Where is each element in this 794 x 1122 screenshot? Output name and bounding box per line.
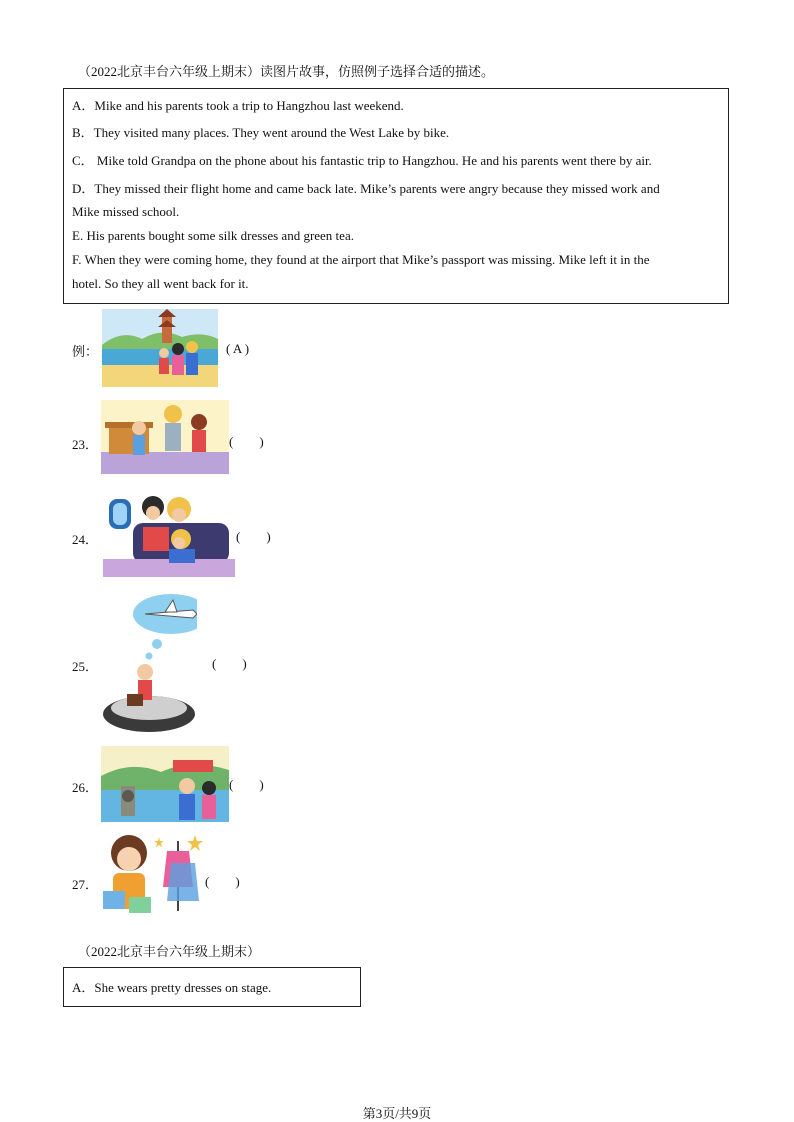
example-picture-west-lake [102, 309, 218, 387]
option-f-continued: hotel. So they all went back for it. [72, 276, 249, 291]
page-number: 第3页/共9页 [362, 1106, 432, 1121]
question-25-answer[interactable]: ( ) [212, 656, 247, 671]
question-24-answer[interactable]: ( ) [236, 529, 271, 544]
question-27-label: 27． [72, 877, 99, 892]
option-e: E. His parents bought some silk dresses and green tea. [72, 228, 354, 243]
section-heading: （2022北京丰台六年级上期末）读图片故事，仿照例子选择合适的描述。 [78, 64, 495, 79]
question-23-answer[interactable]: ( ) [229, 434, 264, 449]
section2-heading: （2022北京丰台六年级上期末） [78, 944, 261, 959]
question-26-label: 26． [72, 780, 99, 795]
option-b: B．They visited many places. They went around the West Lake by bike. [72, 125, 450, 140]
question-23-label: 23． [72, 437, 99, 452]
option-d-continued: Mike missed school. [72, 204, 180, 219]
question-24-label: 24． [72, 532, 99, 547]
options-box [63, 88, 729, 304]
question-23-picture-telephone [101, 400, 229, 474]
question-25-label: 25． [72, 659, 99, 674]
question-25-picture-airport-dream [101, 590, 197, 738]
question-26-answer[interactable]: ( ) [229, 777, 264, 792]
question-26-picture-sightseeing [101, 746, 229, 822]
option-d: D．They missed their flight home and came back late. Mike’s parents were angry because they missed work and [72, 181, 660, 196]
option-f: F. When they were coming home, they found at the airport that Mike’s passport was missing. Mike left it in the [72, 252, 650, 267]
option-c: C． Mike told Grandpa on the phone about his fantastic trip to Hangzhou. He and his parents went there by air. [72, 153, 652, 168]
section2-option-a: A．She wears pretty dresses on stage. [72, 980, 272, 995]
section2-options-box [63, 967, 361, 1007]
example-answer: ( A ) [226, 341, 250, 356]
question-27-picture-shopping [99, 831, 205, 927]
option-a: A．Mike and his parents took a trip to Hangzhou last weekend. [72, 98, 404, 113]
question-24-picture-airplane-seat [103, 493, 235, 577]
example-label: 例： [72, 344, 99, 359]
question-27-answer[interactable]: ( ) [205, 874, 240, 889]
